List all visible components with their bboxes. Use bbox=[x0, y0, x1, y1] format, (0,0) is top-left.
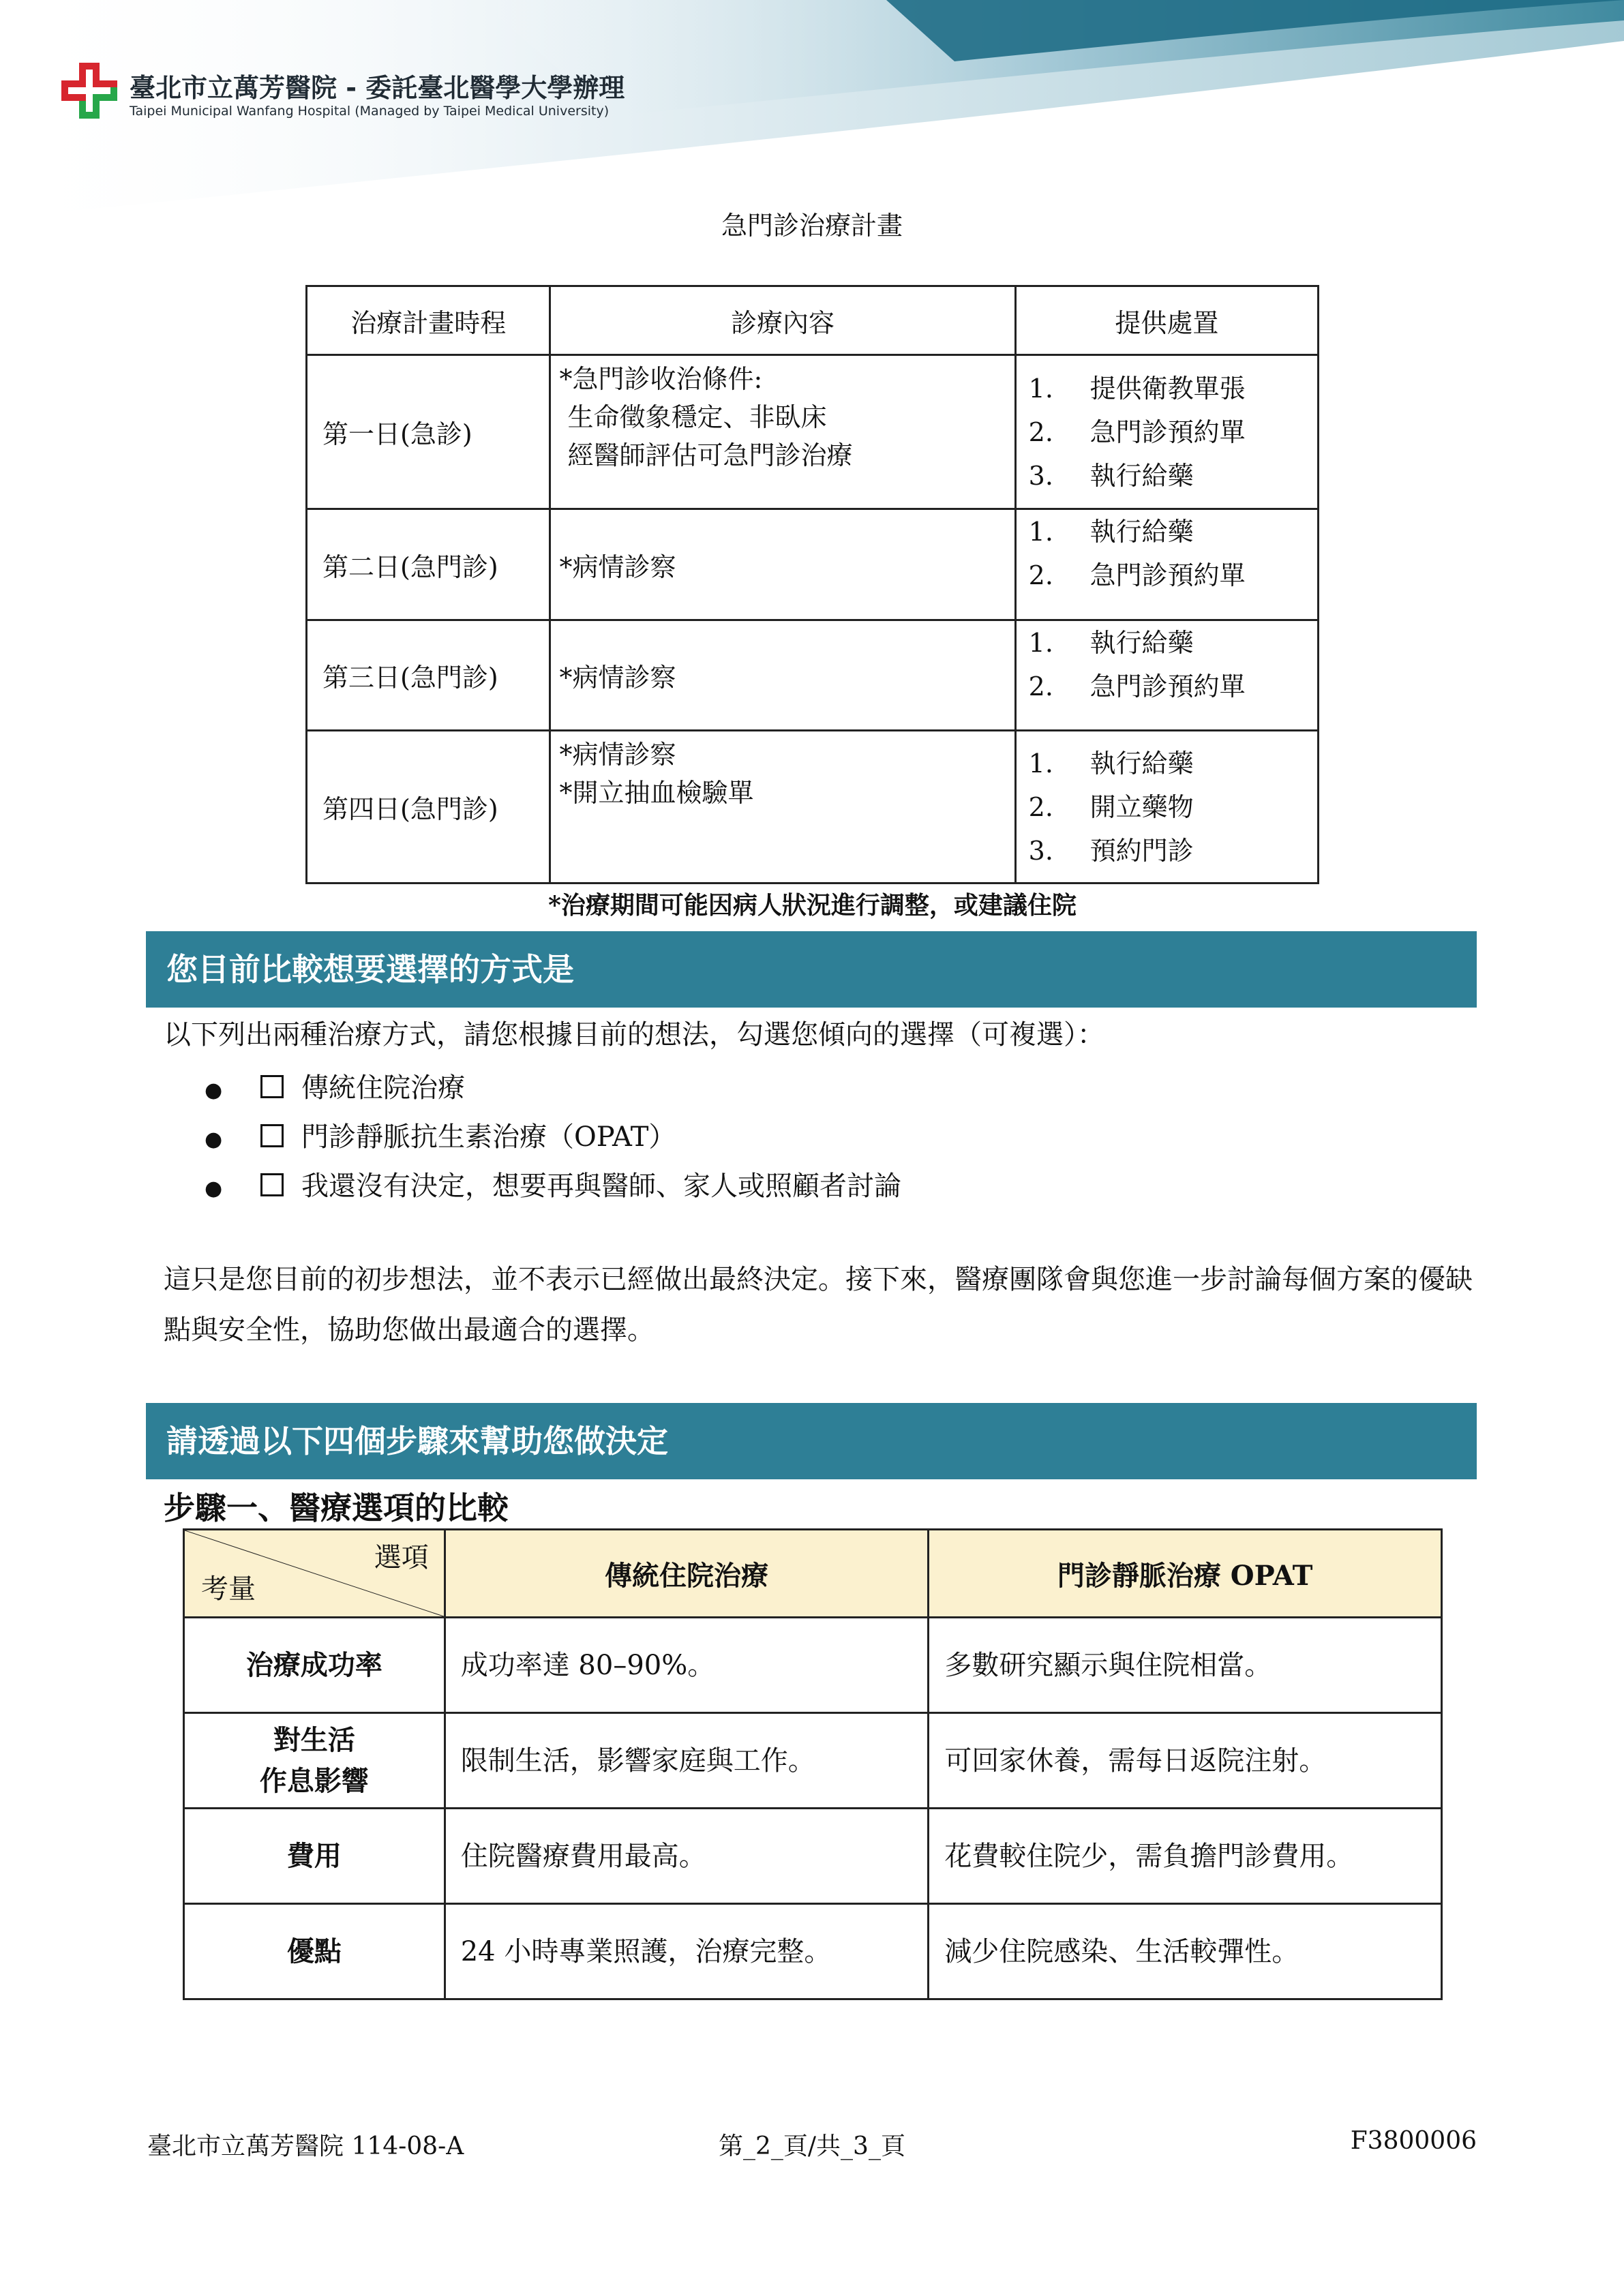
action-item: 2. 急門診預約單 bbox=[1028, 417, 1246, 447]
plan-row bbox=[307, 509, 1319, 620]
content-line: 經醫師評估可急門診治療 bbox=[567, 440, 853, 470]
comparison-row bbox=[184, 1713, 1442, 1809]
plan-col-actions: 提供處置 bbox=[1015, 286, 1318, 355]
action-item: 1. 提供衛教單張 bbox=[1028, 373, 1246, 404]
bullet-icon: ● bbox=[205, 1078, 223, 1102]
choice-options bbox=[205, 1063, 901, 1211]
option-item bbox=[205, 1162, 901, 1211]
row-label: 費用 bbox=[184, 1809, 445, 1904]
plan-title: 急門診治療計畫 bbox=[721, 211, 903, 241]
col-opat: 門診靜脈治療 OPAT bbox=[929, 1530, 1442, 1618]
opat-cell: 多數研究顯示與住院相當。 bbox=[929, 1618, 1442, 1713]
bullet-icon: ● bbox=[205, 1128, 223, 1151]
section-title-choice: 您目前比較想要選擇的方式是 bbox=[146, 931, 1477, 1008]
row-label: 對生活 作息影響 bbox=[184, 1713, 445, 1809]
plan-stage: 第三日(急門診) bbox=[307, 620, 550, 731]
option-label: 傳統住院治療 bbox=[301, 1072, 465, 1104]
step1-title: 步驟一、醫療選項的比較 bbox=[164, 1490, 509, 1526]
plan-col-content: 診療內容 bbox=[550, 286, 1015, 355]
choice-intro: 以下列出兩種治療方式，請您根據目前的想法，勾選您傾向的選擇（可複選）： bbox=[164, 1019, 1104, 1051]
plan-row bbox=[307, 731, 1319, 883]
option-item bbox=[205, 1063, 901, 1113]
plan-row bbox=[307, 620, 1319, 731]
content-line: *病情診察 bbox=[559, 740, 676, 770]
inpatient-cell: 住院醫療費用最高。 bbox=[445, 1809, 929, 1904]
comparison-row bbox=[184, 1618, 1442, 1713]
action-item: 1. 執行給藥 bbox=[1028, 517, 1194, 547]
plan-stage: 第一日(急診) bbox=[307, 355, 550, 509]
option-label: 我還沒有決定，想要再與醫師、家人或照顧者討論 bbox=[301, 1170, 901, 1202]
plan-note: *治療期間可能因病人狀況進行調整，或建議住院 bbox=[548, 891, 1077, 920]
corner-cell bbox=[184, 1530, 445, 1618]
action-item: 1. 執行給藥 bbox=[1028, 628, 1194, 658]
row-label: 治療成功率 bbox=[184, 1618, 445, 1713]
inpatient-cell: 24 小時專業照護，治療完整。 bbox=[445, 1904, 929, 1999]
inpatient-cell: 限制生活，影響家庭與工作。 bbox=[445, 1713, 929, 1809]
plan-actions bbox=[1015, 731, 1318, 883]
plan-stage: 第二日(急門診) bbox=[307, 509, 550, 620]
corner-consideration-label: 考量 bbox=[201, 1573, 256, 1605]
action-item: 3. 執行給藥 bbox=[1028, 460, 1194, 491]
comparison-row bbox=[184, 1809, 1442, 1904]
opat-cell: 減少住院感染、生活較彈性。 bbox=[929, 1904, 1442, 1999]
content-line: *急門診收治條件: bbox=[559, 364, 763, 394]
plan-actions bbox=[1015, 355, 1318, 509]
opat-cell: 可回家休養，需每日返院注射。 bbox=[929, 1713, 1442, 1809]
action-item: 3. 預約門診 bbox=[1028, 835, 1194, 866]
hospital-name-zh: 臺北市立萬芳醫院 - 委託臺北醫學大學辦理 bbox=[130, 73, 625, 103]
plan-row bbox=[307, 355, 1319, 509]
plan-col-schedule: 治療計畫時程 bbox=[307, 286, 550, 355]
action-item: 2. 急門診預約單 bbox=[1028, 671, 1246, 701]
plan-content bbox=[550, 620, 1015, 731]
option-label: 門診靜脈抗生素治療（OPAT） bbox=[301, 1121, 676, 1153]
hospital-logo-icon bbox=[59, 60, 120, 121]
bullet-icon: ● bbox=[205, 1177, 223, 1200]
content-line: *開立抽血檢驗單 bbox=[559, 778, 754, 808]
hospital-name-en: Taipei Municipal Wanfang Hospital (Managed by Taipei Medical University) bbox=[130, 104, 610, 119]
content-line: *病情診察 bbox=[559, 552, 676, 582]
opat-cell: 花費較住院少，需負擔門診費用。 bbox=[929, 1809, 1442, 1904]
action-item: 2. 急門診預約單 bbox=[1028, 560, 1246, 590]
inpatient-cell: 成功率達 80–90%。 bbox=[445, 1618, 929, 1713]
content-line: *病情診察 bbox=[559, 663, 676, 693]
plan-actions bbox=[1015, 620, 1318, 731]
plan-content bbox=[550, 731, 1015, 883]
content-line: 生命徵象穩定、非臥床 bbox=[567, 402, 827, 432]
corner-options-label: 選項 bbox=[374, 1542, 429, 1573]
checkbox[interactable] bbox=[260, 1124, 284, 1147]
comparison-header-row bbox=[184, 1530, 1442, 1618]
comparison-row bbox=[184, 1904, 1442, 1999]
comparison-table bbox=[183, 1528, 1443, 2000]
action-item: 2. 開立藥物 bbox=[1028, 791, 1194, 822]
footer-form-code: F3800006 bbox=[1350, 2127, 1477, 2155]
plan-content bbox=[550, 509, 1015, 620]
col-inpatient: 傳統住院治療 bbox=[445, 1530, 929, 1618]
choice-note-paragraph: 這只是您目前的初步想法，並不表示已經做出最終決定。接下來，醫療團隊會與您進一步討論每個方案的優缺點與安全性，協助您做出最適合的選擇。 bbox=[164, 1264, 1473, 1346]
section-title-steps: 請透過以下四個步驟來幫助您做決定 bbox=[146, 1403, 1477, 1479]
footer-doc-id: 臺北市立萬芳醫院 114-08-A bbox=[147, 2132, 464, 2160]
action-item: 1. 執行給藥 bbox=[1028, 748, 1194, 779]
plan-content bbox=[550, 355, 1015, 509]
plan-actions bbox=[1015, 509, 1318, 620]
treatment-plan-table bbox=[305, 285, 1319, 884]
option-item bbox=[205, 1113, 901, 1162]
checkbox[interactable] bbox=[260, 1173, 284, 1196]
checkbox[interactable] bbox=[260, 1075, 284, 1098]
plan-stage: 第四日(急門診) bbox=[307, 731, 550, 883]
footer-page-number: 第_2_頁/共_3_頁 bbox=[719, 2132, 905, 2160]
plan-header-row bbox=[307, 286, 1319, 355]
row-label: 優點 bbox=[184, 1904, 445, 1999]
